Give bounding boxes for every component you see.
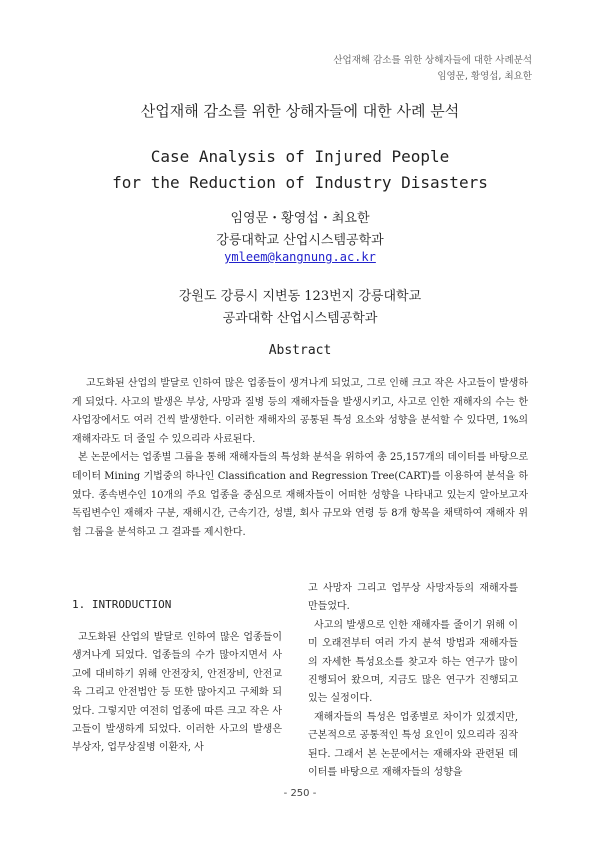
address-line-1: 강원도 강릉시 지변동 123번지 강릉대학교	[178, 289, 422, 304]
right-column	[308, 580, 518, 782]
author-email	[0, 250, 600, 264]
right-column-paragraph-1: 사고의 발생으로 인한 재해자를 줄이기 위해 이미 오래전부터 여러 가지 분석 방법과 재해자들의 자세한 특성요소를 찾고자 하는 연구가 많이 진행되어 왔으며, 지금도 많은 연구가 진행되고 있는 실정이다.	[308, 619, 518, 705]
author-affiliation: 강릉대학교 산업시스템공학과	[216, 233, 384, 248]
address-block	[0, 286, 600, 330]
paper-title-english	[0, 144, 600, 196]
running-header-authors: 임영문, 황영섭, 최요한	[437, 71, 532, 82]
left-column-paragraph-1: 고도화된 산업의 발달로 인하여 많은 업종들이 생겨나게 되었다. 업종들의 수가 많아지면서 사고에 대비하기 위해 안전장치, 안전장비, 안전교육 그리고 안전법안 등 또한 많아지고 구체화 되었다. 그렇지만 여전히 업종에 따른 크고 작은 사고들이 발생하게 되었다. 이러한 사고의 발생은 부상자, 업무상질병 이환자, 사	[72, 632, 282, 754]
author-names: 임영문・황영섭・최요한	[230, 211, 370, 226]
running-header-title: 산업재해 감소를 위한 상해자들에 대한 사례분석	[333, 55, 532, 66]
right-column-paragraph-0: 고 사망자 그리고 업무상 사망자등의 재해자를 만들었다.	[308, 583, 518, 613]
left-column	[72, 629, 282, 758]
right-column-paragraph-2: 재해자들의 특성은 업종별로 차이가 있겠지만, 근본적으로 공통적인 특성 요인이 있으리라 짐작된다. 그래서 본 논문에서는 재해자와 관련된 데이터를 바탕으로 재해자들의 성향을	[308, 711, 518, 779]
paper-title-english-line2: for the Reduction of Industry Disasters	[112, 173, 488, 192]
paper-title-english-line1: Case Analysis of Injured People	[150, 147, 450, 166]
page-number: - 250 -	[283, 788, 317, 799]
author-block	[0, 208, 600, 252]
abstract-paragraph-1: 고도화된 산업의 발달로 인하여 많은 업종들이 생겨나게 되었고, 그로 인해 크고 작은 사고들이 발생하게 되었다. 사고의 발생은 부상, 사망과 질병 등의 재해자들을 발생시키고, 사고로 인한 재해자의 수는 한 사업장에서도 여러 건씩 발생한다. 이러한 재해자의 공통된 특성 요소와 성향을 분석할 수 있다면, 1%의 재해자라도 더 줄일 수 있으리라 사료된다.	[72, 378, 528, 445]
abstract-paragraph-2: 본 논문에서는 업종별 그룹을 통해 재해자들의 특성화 분석을 위하여 총 25,157개의 데이터를 바탕으로 데이터 Mining 기법중의 하나인 Classification and Regression Tree(CART)를 이용하여 분석을 하였다. 종속변수인 10개의 주요 업종을 중심으로 재해자들이 어떠한 성향을 나타내고 있는지 알아보고자 독립변수인 재해자 구분, 재해시간, 근속기간, 성별, 회사 규모와 연령 등 8개 항목을 채택하여 재해자 위험 그룹을 분석하고 그 결과를 제시한다.	[72, 452, 528, 538]
section-heading-introduction: 1. INTRODUCTION	[72, 598, 172, 611]
email-link[interactable]: ymleem@kangnung.ac.kr	[224, 250, 376, 264]
address-line-2: 공과대학 산업시스템공학과	[222, 311, 378, 326]
paper-title-korean: 산업재해 감소를 위한 상해자들에 대한 사례 분석	[140, 102, 460, 120]
abstract-heading: Abstract	[268, 343, 332, 358]
abstract-body	[72, 375, 528, 542]
